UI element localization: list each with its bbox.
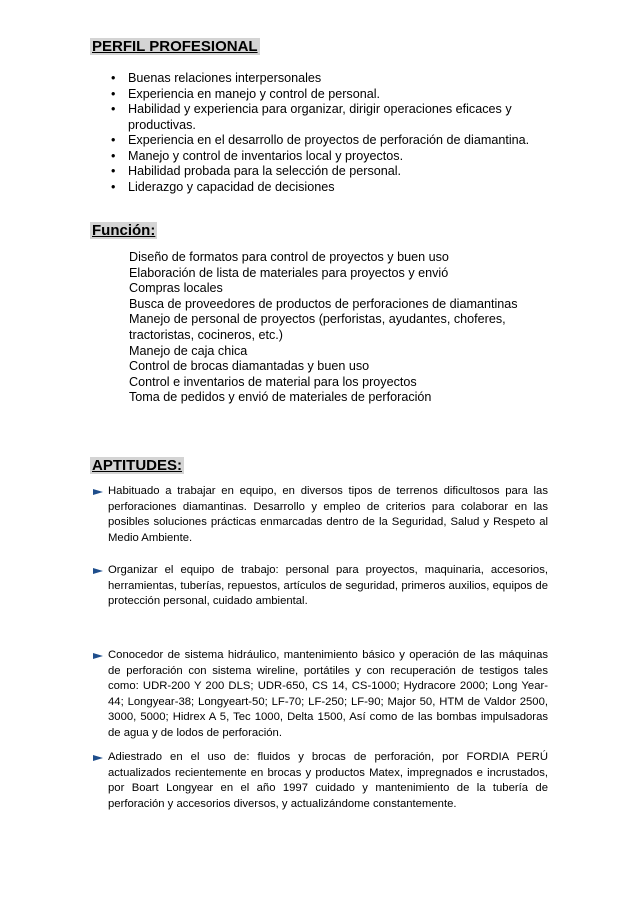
- list-item-text: Habilidad probada para la selección de personal.: [128, 164, 402, 178]
- list-item-text: Experiencia en manejo y control de personal.: [128, 86, 381, 101]
- list-item: Control de brocas diamantadas y buen uso: [129, 359, 370, 374]
- list-item-text: Buenas relaciones interpersonales: [128, 71, 322, 85]
- arrow-bullet-icon: [93, 488, 103, 496]
- bullet-icon: •: [111, 133, 116, 147]
- list-item: [108, 87, 558, 103]
- perfil-heading: PERFIL PROFESIONAL: [92, 38, 258, 55]
- aptitud-text: Adiestrado en el uso de: fluidos y brocas de perforación, por FORDIA PERÚ actualizados recientemente en brocas y productos Matex, impregnados e incrustados, por Boart Longyear en el año 1997 cuidado y mantenimiento de la tubería de perforación y accesorios diversos, y actualizándome constantemente.: [108, 751, 548, 810]
- list-item: Manejo de personal de proyectos (perforistas, ayudantes, choferes, tractoristas, cocineros, etc.): [129, 312, 506, 342]
- bullet-icon: •: [111, 179, 116, 194]
- list-item: Compras locales: [129, 281, 223, 296]
- aptitudes-heading: APTITUDES:: [92, 457, 182, 474]
- list-item: Manejo de caja chica: [129, 343, 248, 358]
- list-item: [108, 102, 558, 133]
- aptitud-item: [90, 484, 548, 546]
- list-item: Toma de pedidos y envió de materiales de perforación: [129, 390, 432, 405]
- arrow-bullet-icon: [93, 567, 103, 575]
- aptitud-item: [90, 563, 548, 610]
- arrow-bullet-icon: [93, 652, 103, 660]
- perfil-list: [108, 71, 558, 195]
- list-item: [108, 180, 558, 196]
- aptitud-text: Conocedor de sistema hidráulico, mantenimiento básico y operación de las máquinas de perforación con sistema wireline, portátiles y con recuperación de testigos tales como: UDR-200 Y 200 DLS; UDR-650, CS 14, CS-1000; Hydracore 2000; Long Year-44; Longyear-38; Longyeart-50; LF-70; LF-250; LF-90; Major 50, HTM de Valdor 2500, 3000, 5000; Hidrex A 5, Tec 1000, Delta 1500, Así como de las bombas impulsadoras de agua y de lodos de perforación.: [108, 649, 548, 739]
- arrow-bullet-icon: [93, 754, 103, 762]
- list-item: Diseño de formatos para control de proyectos y buen uso: [129, 250, 449, 264]
- bullet-icon: •: [111, 164, 116, 178]
- list-item-text: Manejo y control de inventarios local y proyectos.: [128, 148, 404, 163]
- aptitud-item: [90, 648, 548, 741]
- list-item: Busca de proveedores de productos de perforaciones de diamantinas: [129, 296, 518, 311]
- list-item: Control e inventarios de material para los proyectos: [129, 374, 417, 389]
- bullet-icon: •: [111, 71, 116, 85]
- aptitud-item: [90, 750, 548, 812]
- list-item-text: Experiencia en el desarrollo de proyectos de perforación de diamantina.: [128, 133, 530, 147]
- list-item: Elaboración de lista de materiales para proyectos y envió: [129, 265, 449, 280]
- bullet-icon: •: [111, 148, 116, 163]
- funcion-list: [129, 250, 569, 406]
- funcion-heading: Función:: [92, 222, 156, 239]
- bullet-icon: •: [111, 102, 116, 116]
- list-item: [108, 71, 558, 87]
- list-item-text: Liderazgo y capacidad de decisiones: [128, 179, 335, 194]
- list-item: [108, 149, 558, 165]
- bullet-icon: •: [111, 86, 116, 101]
- list-item-text: Habilidad y experiencia para organizar, dirigir operaciones eficaces y productivas.: [128, 102, 512, 132]
- aptitud-text: Organizar el equipo de trabajo: personal para proyectos, maquinaria, accesorios, herramientas, tuberías, repuestos, artículos de seguridad, primeros auxilios, equipos de protección personal, cuidado ambiental.: [108, 564, 548, 607]
- list-item: [108, 164, 558, 180]
- list-item: [108, 133, 558, 149]
- aptitud-text: Habituado a trabajar en equipo, en diversos tipos de terrenos dificultosos para las perforaciones diamantinas. Desarrollo y empleo de criterios para colaborar en las posibles soluciones prácticas enmarcadas dentro de la Seguridad, Salud y Respeto al Medio Ambiente.: [108, 485, 548, 544]
